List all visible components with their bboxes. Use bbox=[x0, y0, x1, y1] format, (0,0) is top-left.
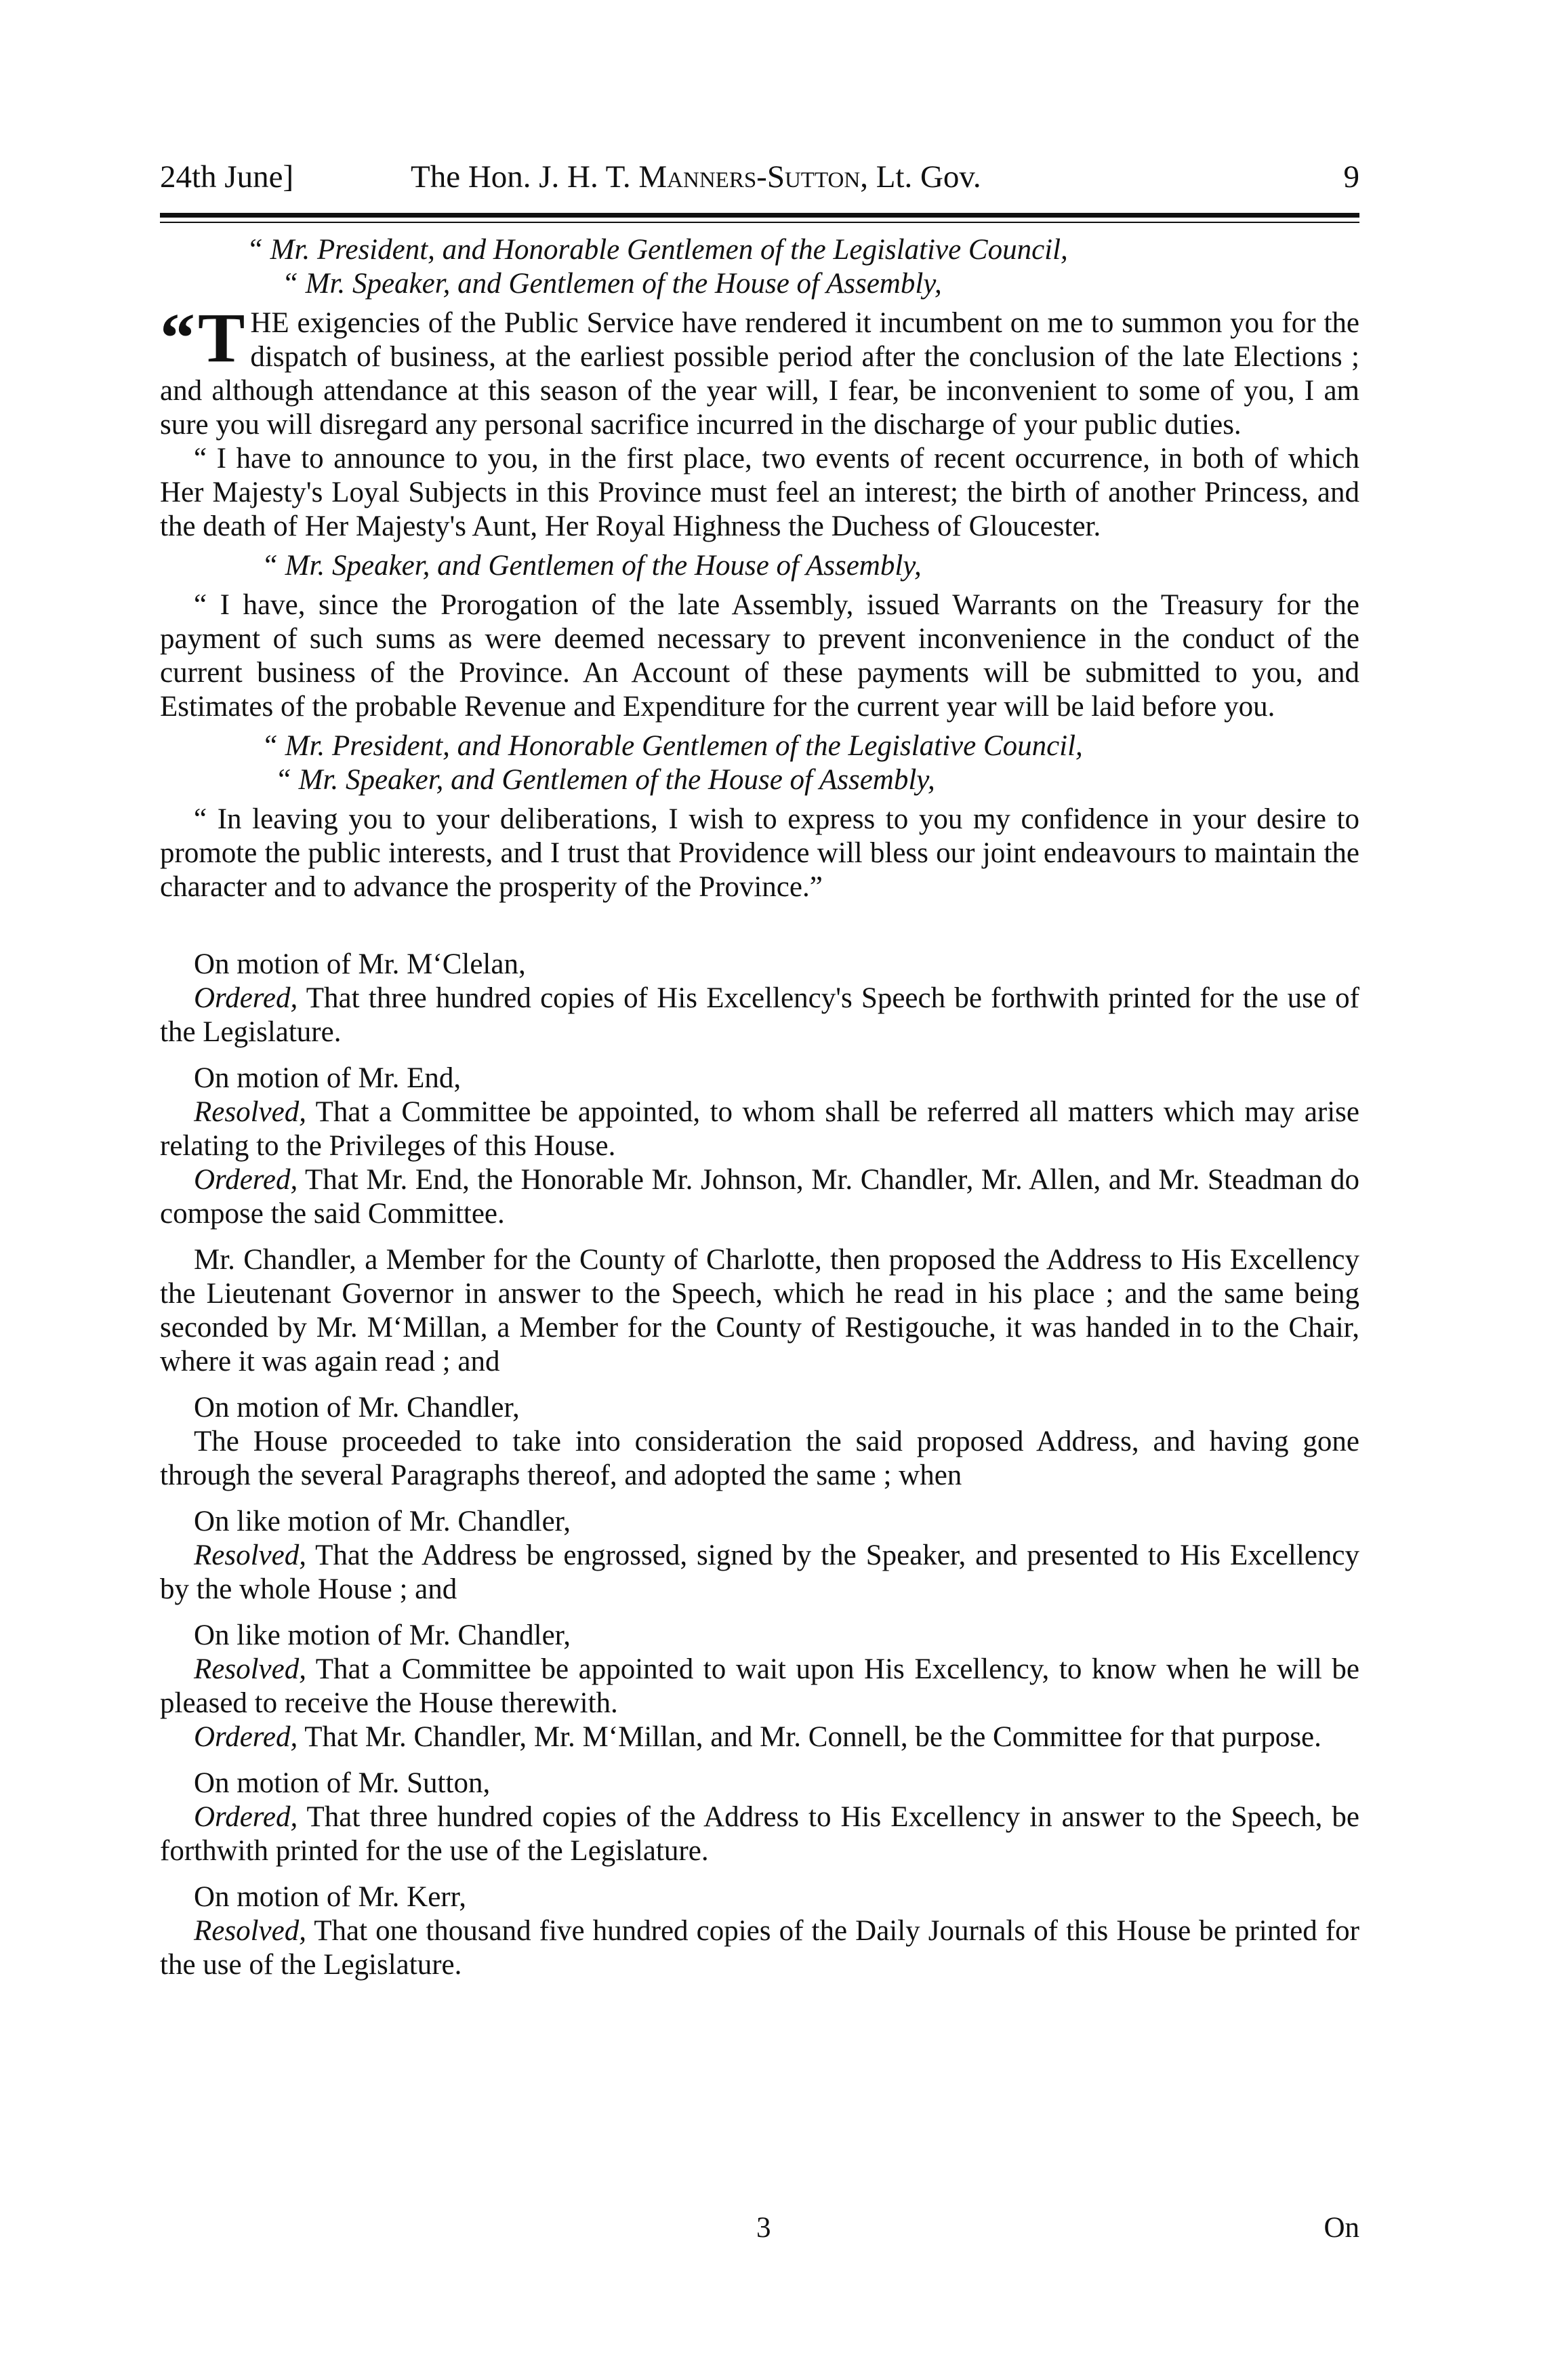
resolution-wait-committee bbox=[160, 1653, 1359, 1720]
speech-paragraph-1-text: HE exigencies of the Public Service have rendered it incumbent on me to summon you for the dispatch of business, at the earliest possible period after the conclusion of the late Elections ; and although attendance at this season of the year will, I fear, be inconvenient to some of you, I am sure you will disregard any personal sacrifice incurred in the discharge of your public duties. bbox=[160, 307, 1359, 441]
ordered-label: Ordered, bbox=[194, 1721, 298, 1753]
ordered-label: Ordered, bbox=[194, 982, 298, 1014]
header-title-prefix: The Hon. J. H. T. bbox=[411, 159, 639, 195]
order-speech-copies bbox=[160, 982, 1359, 1049]
speech-paragraph-1 bbox=[160, 299, 1359, 442]
header-rule-thin bbox=[160, 222, 1359, 223]
salutation-council-2: “ Mr. President, and Honorable Gentlemen of the Legislative Council, bbox=[262, 730, 1083, 762]
signature-mark: 3 bbox=[756, 2212, 771, 2244]
header-title-suffix: , Lt. Gov. bbox=[860, 159, 981, 195]
salutation-council: “ Mr. President, and Honorable Gentlemen of the Legislative Council, bbox=[247, 234, 1068, 266]
order-wait-committee-members bbox=[160, 1720, 1359, 1754]
order-address-copies bbox=[160, 1800, 1359, 1868]
resolved-label: Resolved, bbox=[194, 1539, 306, 1571]
resolved-label: Resolved, bbox=[194, 1653, 306, 1685]
resolution-text: That one thousand five hundred copies of the Daily Journals of this House be printed for the use of the Legislature. bbox=[160, 1915, 1359, 1981]
order-text: That three hundred copies of His Excellency's Speech be forthwith printed for the use of the Legislature. bbox=[160, 982, 1359, 1048]
salutation-assembly-2: “ Mr. Speaker, and Gentlemen of the House of Assembly, bbox=[262, 550, 922, 582]
order-committee-members bbox=[160, 1163, 1359, 1231]
page-number: 9 bbox=[1343, 159, 1359, 195]
ordered-label: Ordered, bbox=[194, 1164, 298, 1196]
motion-chandler-2: On like motion of Mr. Chandler, bbox=[194, 1506, 571, 1537]
order-text: That Mr. Chandler, Mr. M‘Millan, and Mr. Connell, be the Committee for that purpose. bbox=[298, 1721, 1321, 1753]
resolution-address-engrossed bbox=[160, 1539, 1359, 1607]
resolved-label: Resolved, bbox=[194, 1096, 306, 1128]
speech-paragraph-2: “ I have to announce to you, in the first place, two events of recent occurrence, in both of which Her Majesty's Loyal Subjects in this Province must feel an interest; the birth of another Princess, and the death of Her Majesty's Aunt, Her Royal Highness the Duchess of Gloucester. bbox=[160, 443, 1359, 542]
page-body bbox=[160, 233, 1359, 1982]
page-footer bbox=[160, 2211, 1359, 2252]
header-rule-thick bbox=[160, 213, 1359, 218]
salutation-assembly: “ Mr. Speaker, and Gentlemen of the House of Assembly, bbox=[282, 268, 942, 300]
motion-end: On motion of Mr. End, bbox=[194, 1062, 462, 1094]
order-text: That Mr. End, the Honorable Mr. Johnson, Mr. Chandler, Mr. Allen, and Mr. Steadman do compose the said Committee. bbox=[160, 1164, 1359, 1230]
address-proposal-paragraph: Mr. Chandler, a Member for the County of Charlotte, then proposed the Address to His Excellency the Lieutenant Governor in answer to the Speech, which he read in his place ; and the same being seconded by Mr. M‘Millan, a Member for the County of Restigouche, it was handed in to the Chair, where it was again read ; and bbox=[160, 1244, 1359, 1377]
salutation-assembly-3: “ Mr. Speaker, and Gentlemen of the House of Assembly, bbox=[275, 764, 935, 796]
motion-mclelan: On motion of Mr. M‘Clelan, bbox=[194, 948, 526, 980]
running-header bbox=[160, 153, 1359, 201]
order-text: That three hundred copies of the Address to His Excellency in answer to the Speech, be forthwith printed for the use of the Legislature. bbox=[160, 1801, 1359, 1867]
speech-paragraph-4: “ In leaving you to your deliberations, I wish to express to you my confidence in your desire to promote the public interests, and I trust that Providence will bless our joint endeavours to maintain the character and to advance the prosperity of the Province.” bbox=[160, 803, 1359, 903]
header-title bbox=[411, 153, 981, 201]
house-proceeding-text: The House proceeded to take into consideration the said proposed Address, and having gone through the several Paragraphs thereof, and adopted the same ; when bbox=[160, 1426, 1359, 1491]
resolution-text: That a Committee be appointed to wait upon His Excellency, to know when he will be pleased to receive the House therewith. bbox=[160, 1653, 1359, 1719]
resolution-journal-copies bbox=[160, 1914, 1359, 1982]
motion-kerr: On motion of Mr. Kerr, bbox=[194, 1881, 466, 1913]
resolution-text: That the Address be engrossed, signed by the Speaker, and presented to His Excellency by the whole House ; and bbox=[160, 1539, 1359, 1605]
catchword: On bbox=[1324, 2212, 1359, 2244]
resolution-privileges-committee bbox=[160, 1095, 1359, 1163]
ordered-label: Ordered, bbox=[194, 1801, 298, 1833]
header-title-name: Manners-Sutton bbox=[638, 159, 861, 195]
opening-quote: “ bbox=[160, 299, 195, 377]
resolution-text: That a Committee be appointed, to whom shall be referred all matters which may arise relating to the Privileges of this House. bbox=[160, 1096, 1359, 1162]
drop-cap-letter: T bbox=[198, 299, 245, 377]
motion-chandler: On motion of Mr. Chandler, bbox=[194, 1392, 520, 1424]
motion-chandler-3: On like motion of Mr. Chandler, bbox=[194, 1619, 571, 1651]
header-date: 24th June] bbox=[160, 159, 294, 195]
drop-cap bbox=[160, 299, 250, 377]
resolved-label: Resolved, bbox=[194, 1915, 306, 1947]
speech-paragraph-3: “ I have, since the Prorogation of the late Assembly, issued Warrants on the Treasury for the payment of such sums as were deemed necessary to prevent inconvenience in the conduct of the current business of the Province. An Account of these payments will be submitted to you, and Estimates of the probable Revenue and Expenditure for the current year will be laid before you. bbox=[160, 589, 1359, 723]
motion-sutton: On motion of Mr. Sutton, bbox=[194, 1767, 491, 1799]
